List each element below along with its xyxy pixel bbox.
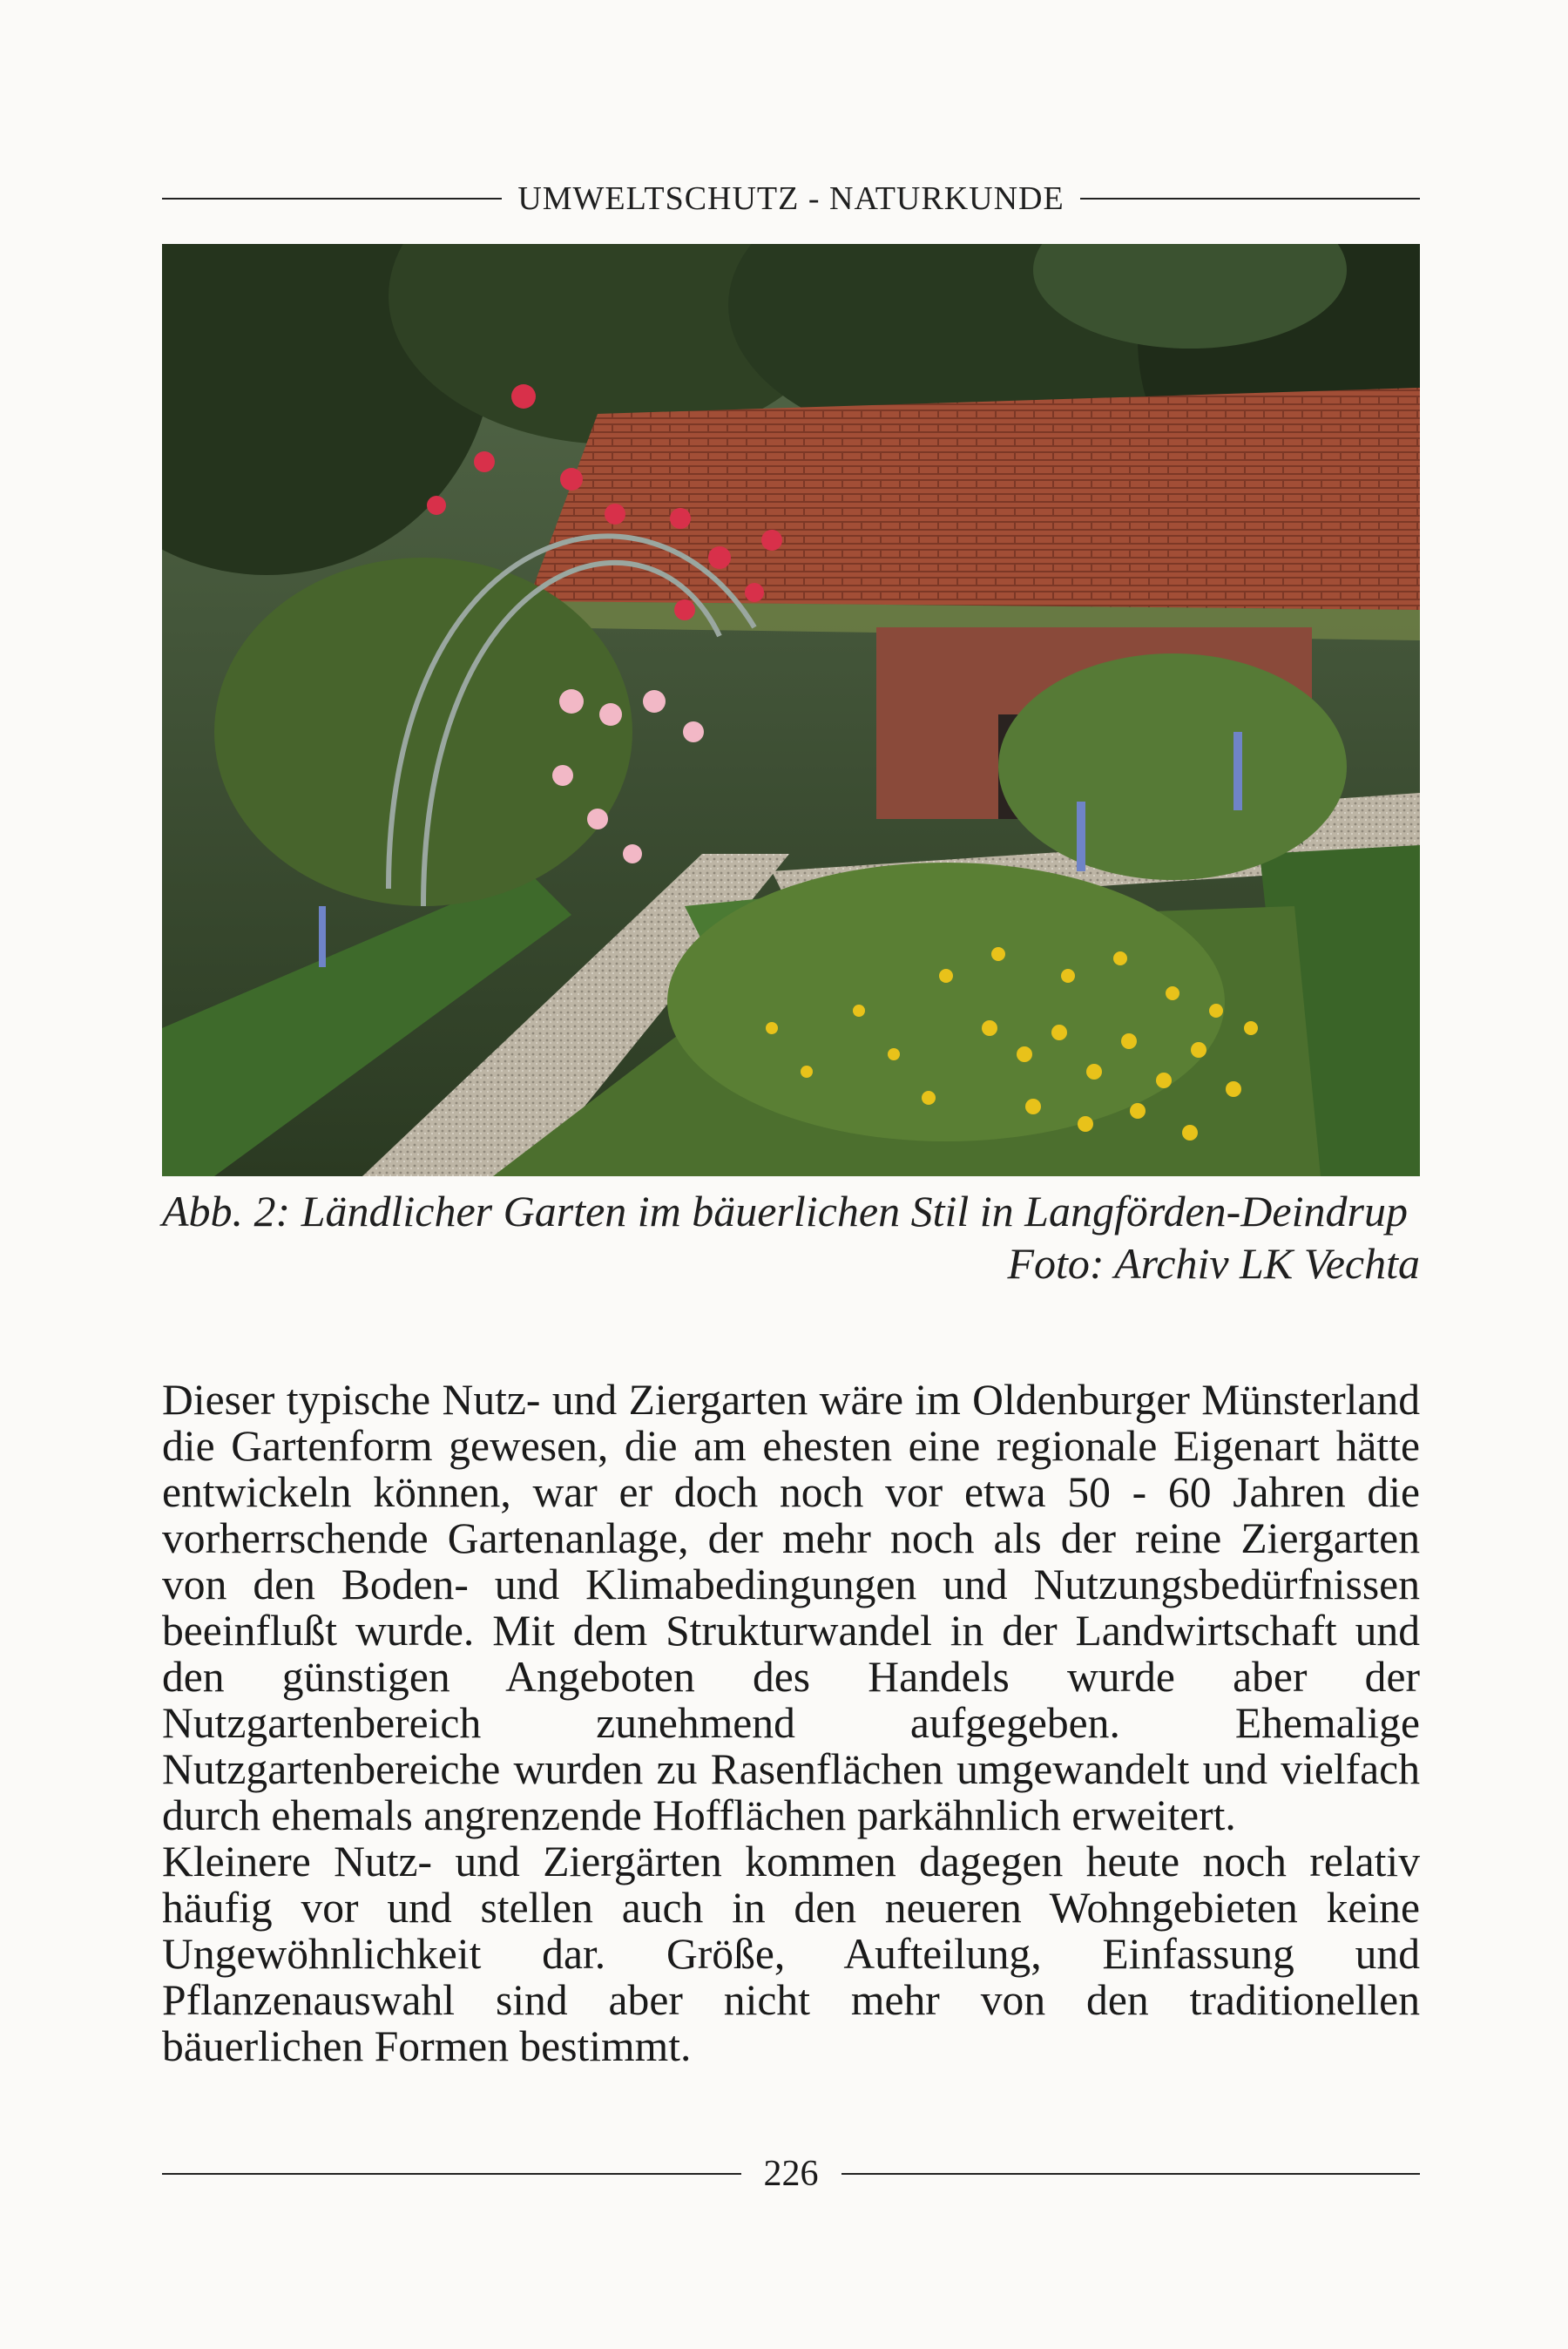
paragraph: Dieser typische Nutz- und Ziergarten wäre im Oldenburger Münsterland die Gartenform gewesen, die am ehesten eine regionale Eigenart hätte entwickeln können, war er doch noch vor etwa 50 - 60 Jahren die vorherrschende Gartenanlage, der mehr noch als der reine Ziergarten von den Boden- und Klimabedingungen und Nutzungsbedürfnissen beeinflußt wurde. Mit dem Strukturwandel in der Landwirtschaft und den günstigen Angeboten des Handels wurde aber der Nutzgartenbereich zunehmend aufgegeben. Ehemalige Nutzgartenbereiche wurden zu Rasenflächen umgewandelt und vielfach durch ehemals angrenzende Hofflächen parkähnlich erweitert. — [162, 1376, 1420, 1839]
header-rule-right — [1080, 198, 1420, 200]
caption-text: Abb. 2: Ländlicher Garten im bäuerlichen Stil in Langförden-Deindrup — [162, 1187, 1408, 1235]
garden-photo — [162, 244, 1420, 1176]
photo-credit: Foto: Archiv LK Vechta — [1007, 1239, 1420, 1288]
body-text — [162, 1377, 1420, 2069]
page-number: 226 — [763, 2154, 819, 2194]
figure-caption — [162, 1185, 1420, 1290]
running-header — [162, 174, 1420, 223]
footer-rule-left — [162, 2173, 741, 2175]
paragraph: Kleinere Nutz- und Ziergärten kommen dagegen heute noch relativ häufig vor und stellen auch in den neueren Wohngebieten keine Ungewöhnlichkeit dar. Größe, Aufteilung, Einfassung und Pflanzenauswahl sind aber nicht mehr von den traditionellen bäuerlichen Formen bestimmt. — [162, 1838, 1420, 2070]
garden-illustration — [162, 244, 1420, 1176]
footer-rule-right — [841, 2173, 1421, 2175]
header-rule-left — [162, 198, 502, 200]
page-footer — [162, 2152, 1420, 2196]
section-title: UMWELTSCHUTZ - NATURKUNDE — [517, 180, 1064, 217]
